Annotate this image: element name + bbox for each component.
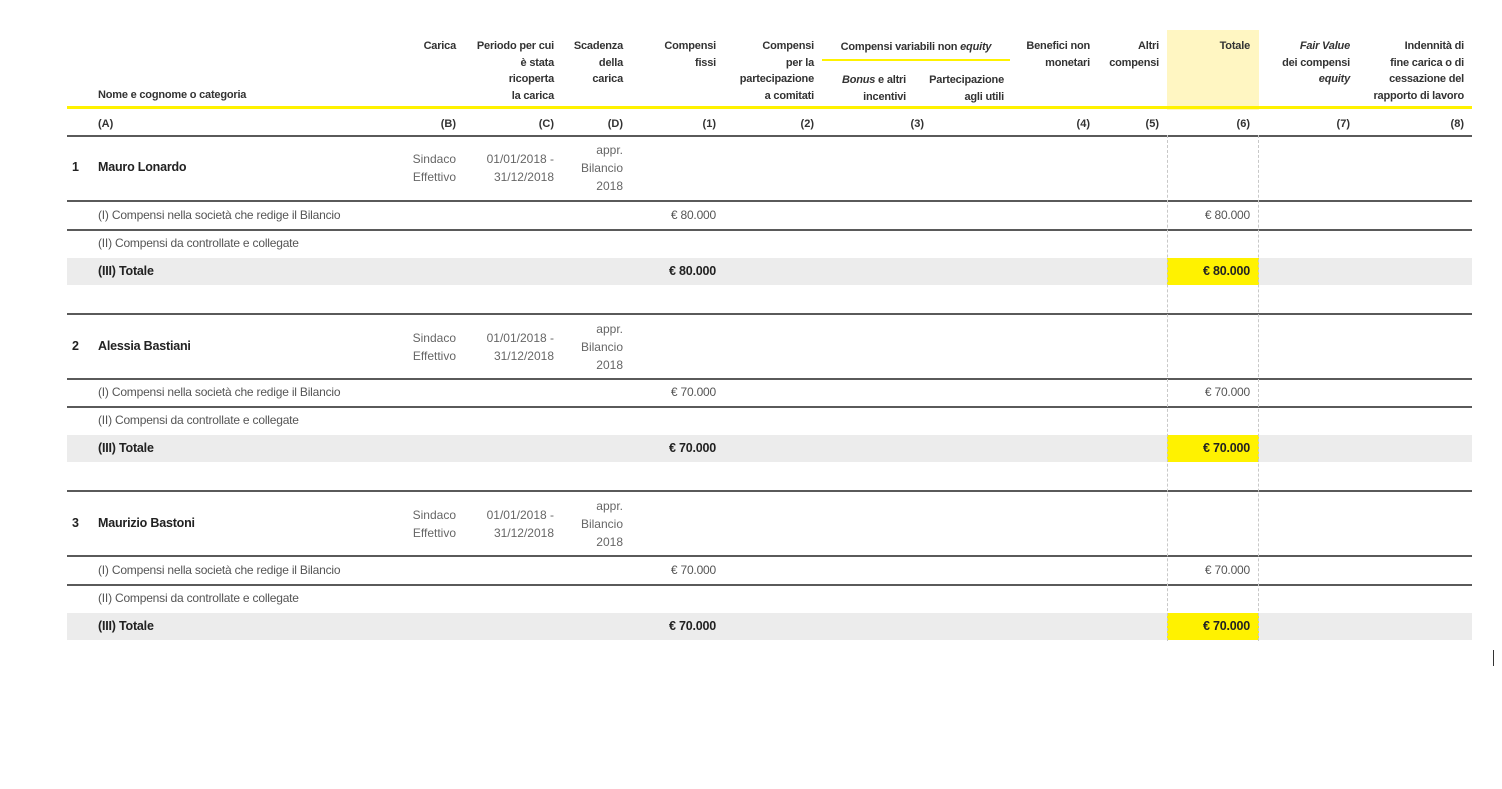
header-variabili-group: Compensi variabili non equity: [840, 41, 992, 53]
row-i-label: (I) Compensi nella società che redige il Bilancio: [98, 208, 341, 222]
carica-value: Sindaco Effettivo: [412, 152, 456, 184]
row-ii-label: (II) Compensi da controllate e collegate: [98, 413, 299, 427]
row-number: 3: [72, 516, 79, 530]
row-iii-label: (III) Totale: [98, 619, 154, 633]
block-rule: [67, 490, 1472, 492]
header-indennita: Indennità di fine carica o di cessazione del rapporto di lavoro: [1373, 40, 1464, 102]
row-i-fissi: € 80.000: [670, 208, 716, 222]
row-rule: [67, 229, 1472, 231]
periodo-value: 01/01/2018 - 31/12/2018: [486, 152, 554, 184]
person-name: Maurizio Bastoni: [98, 516, 195, 530]
code-2: (2): [800, 118, 814, 130]
scadenza-value: appr. Bilancio 2018: [580, 499, 623, 549]
code-b: (B): [440, 118, 456, 130]
code-5: (5): [1145, 118, 1159, 130]
row-i-fissi: € 70.000: [670, 563, 716, 577]
row-rule: [67, 378, 1472, 380]
row-i-totale: € 80.000: [1204, 208, 1250, 222]
carica-value: Sindaco Effettivo: [412, 508, 456, 540]
header-totale: Totale: [1219, 40, 1250, 52]
row-iii-totale: € 80.000: [1202, 264, 1250, 278]
code-d: (D): [607, 118, 623, 130]
scadenza-value: appr. Bilancio 2018: [580, 322, 623, 372]
header-compensi-fissi: Compensi fissi: [664, 40, 716, 69]
code-4: (4): [1076, 118, 1090, 130]
header-bonus: Bonus e altri incentivi: [841, 74, 906, 103]
code-6: (6): [1236, 118, 1250, 130]
text-cursor: [1493, 650, 1494, 666]
code-c: (C): [538, 118, 554, 130]
row-number: 1: [72, 160, 79, 174]
code-a: (A): [98, 118, 114, 130]
code-1: (1): [702, 118, 716, 130]
row-i-label: (I) Compensi nella società che redige il Bilancio: [98, 385, 341, 399]
header-scadenza: Scadenza della carica: [573, 40, 623, 85]
codes-rule: [67, 135, 1472, 137]
row-rule: [67, 200, 1472, 202]
header-altri-compensi: Altri compensi: [1109, 40, 1159, 69]
row-iii-fissi: € 80.000: [668, 264, 716, 278]
header-fair-value: Fair Value dei compensi equity: [1282, 40, 1350, 85]
row-iii-label: (III) Totale: [98, 441, 154, 455]
totale-right-divider: [1258, 135, 1259, 641]
row-i-totale: € 70.000: [1204, 563, 1250, 577]
code-7: (7): [1336, 118, 1350, 130]
header-periodo: Periodo per cui è stata ricoperta la carica: [476, 40, 554, 102]
totale-left-divider: [1167, 135, 1168, 641]
row-iii-totale: € 70.000: [1202, 441, 1250, 455]
header-carica: Carica: [423, 40, 456, 52]
person-name: Alessia Bastiani: [98, 339, 191, 353]
row-i-totale: € 70.000: [1204, 385, 1250, 399]
carica-value: Sindaco Effettivo: [412, 331, 456, 363]
periodo-value: 01/01/2018 - 31/12/2018: [486, 508, 554, 540]
code-8: (8): [1450, 118, 1464, 130]
code-3: (3): [910, 118, 924, 130]
total-row-shade: [67, 435, 1472, 462]
row-i-fissi: € 70.000: [670, 385, 716, 399]
header-rule: [67, 106, 1472, 109]
row-i-label: (I) Compensi nella società che redige il Bilancio: [98, 563, 341, 577]
total-row-shade: [67, 258, 1472, 285]
total-row-shade: [67, 613, 1472, 640]
block-rule: [67, 313, 1472, 315]
header-partecipazione: Partecipazione agli utili: [929, 74, 1004, 103]
row-iii-label: (III) Totale: [98, 264, 154, 278]
header-nome: Nome e cognome o categoria: [98, 89, 247, 101]
row-iii-totale: € 70.000: [1202, 619, 1250, 633]
scadenza-value: appr. Bilancio 2018: [580, 143, 623, 193]
row-number: 2: [72, 339, 79, 353]
row-iii-fissi: € 70.000: [668, 619, 716, 633]
person-name: Mauro Lonardo: [98, 160, 187, 174]
periodo-value: 01/01/2018 - 31/12/2018: [486, 331, 554, 363]
row-rule: [67, 555, 1472, 557]
row-iii-fissi: € 70.000: [668, 441, 716, 455]
header-compensi-comitati: Compensi per la partecipazione a comitati: [739, 40, 814, 102]
row-rule: [67, 406, 1472, 408]
row-ii-label: (II) Compensi da controllate e collegate: [98, 591, 299, 605]
header-benefici: Benefici non monetari: [1026, 40, 1090, 69]
row-rule: [67, 584, 1472, 586]
variabili-group-underline: [822, 59, 1010, 61]
row-ii-label: (II) Compensi da controllate e collegate: [98, 236, 299, 250]
